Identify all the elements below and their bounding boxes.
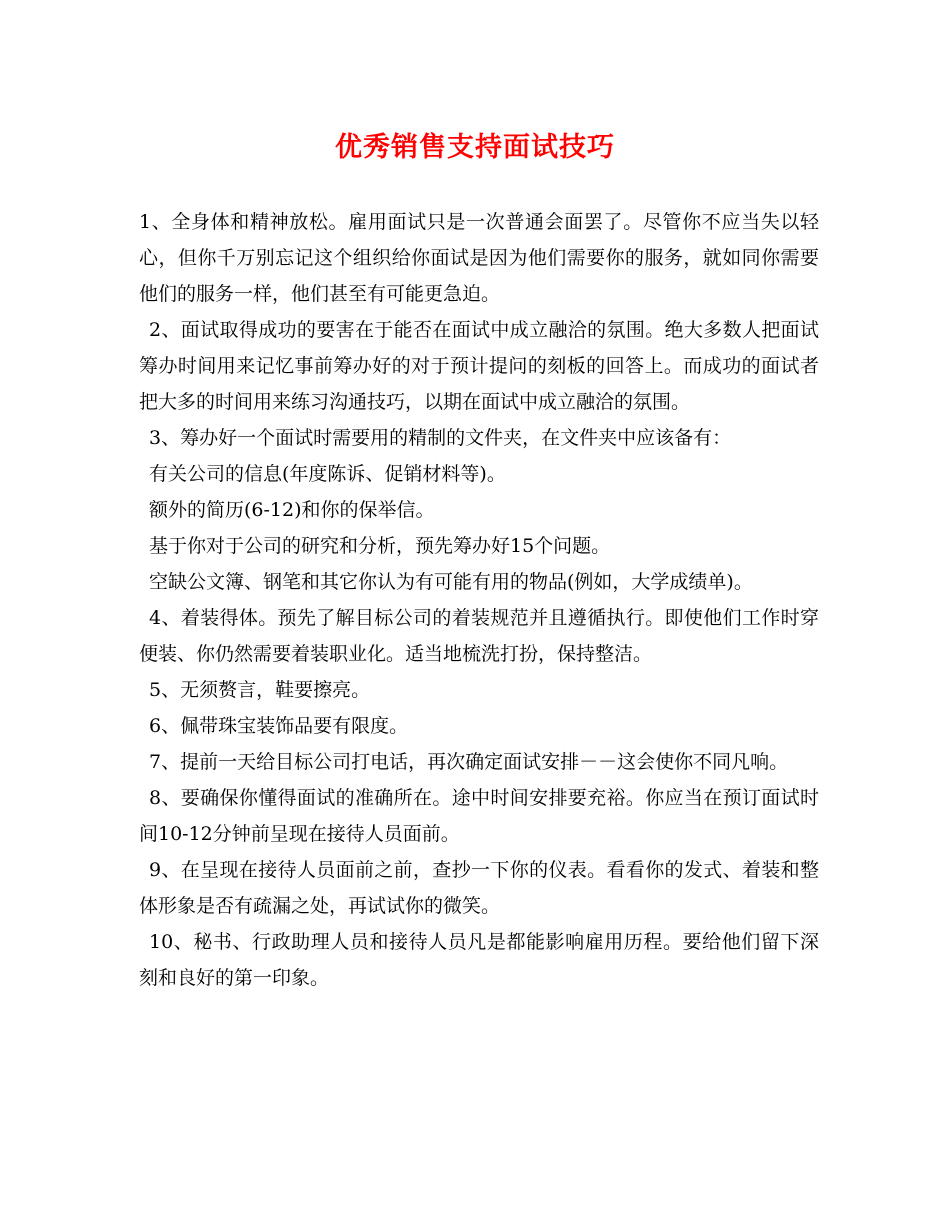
paragraph-7: 7、提前一天给目标公司打电话，再次确定面试安排－－这会使你不同凡响。 [149,751,789,773]
paragraph-6: 6、佩带珠宝装饰品要有限度。 [149,715,409,737]
paragraph-8: 8、要确保你懂得面试的准确所在。途中时间安排要充裕。你应当在预订面试时间10-12分钟前呈现在接待人员面前。 [139,787,819,845]
list-item-questions: 基于你对于公司的研究和分析，预先筹办好15个问题。 [149,535,611,557]
paragraph-5: 5、无须赘言，鞋要擦亮。 [149,679,371,701]
document-body [139,204,819,996]
paragraph-3: 3、筹办好一个面试时需要用的精制的文件夹，在文件夹中应该备有： [149,427,732,449]
paragraph-2: 2、面试取得成功的要害在于能否在面试中成立融洽的氛围。绝大多数人把面试筹办时间用来记忆事前筹办好的对于预计提问的刻板的回答上。而成功的面试者把大多的时间用来练习沟通技巧，以期在面试中成立融洽的氛围。 [139,319,819,413]
list-item-resume: 额外的简历(6-12)和你的保举信。 [149,499,435,521]
list-item-supplies: 空缺公文簿、钢笔和其它你认为有可能有用的物品(例如，大学成绩单)。 [149,571,753,593]
paragraph-9: 9、在呈现在接待人员面前之前，查抄一下你的仪表。看看你的发式、着装和整体形象是否有疏漏之处，再试试你的微笑。 [139,859,819,917]
document-title: 优秀销售支持面试技巧 [335,132,615,163]
list-item-company-info: 有关公司的信息(年度陈诉、促销材料等)。 [149,463,506,485]
paragraph-4: 4、着装得体。预先了解目标公司的着装规范并且遵循执行。即使他们工作时穿便装、你仍然需要着装职业化。适当地梳洗打扮，保持整洁。 [139,607,819,665]
paragraph-1: 1、全身体和精神放松。雇用面试只是一次普通会面罢了。尽管你不应当失以轻心，但你千万别忘记这个组织给你面试是因为他们需要你的服务，就如同你需要他们的服务一样，他们甚至有可能更急迫。 [139,211,819,305]
paragraph-10: 10、秘书、行政助理人员和接待人员凡是都能影响雇用历程。要给他们留下深刻和良好的第一印象。 [139,931,819,989]
